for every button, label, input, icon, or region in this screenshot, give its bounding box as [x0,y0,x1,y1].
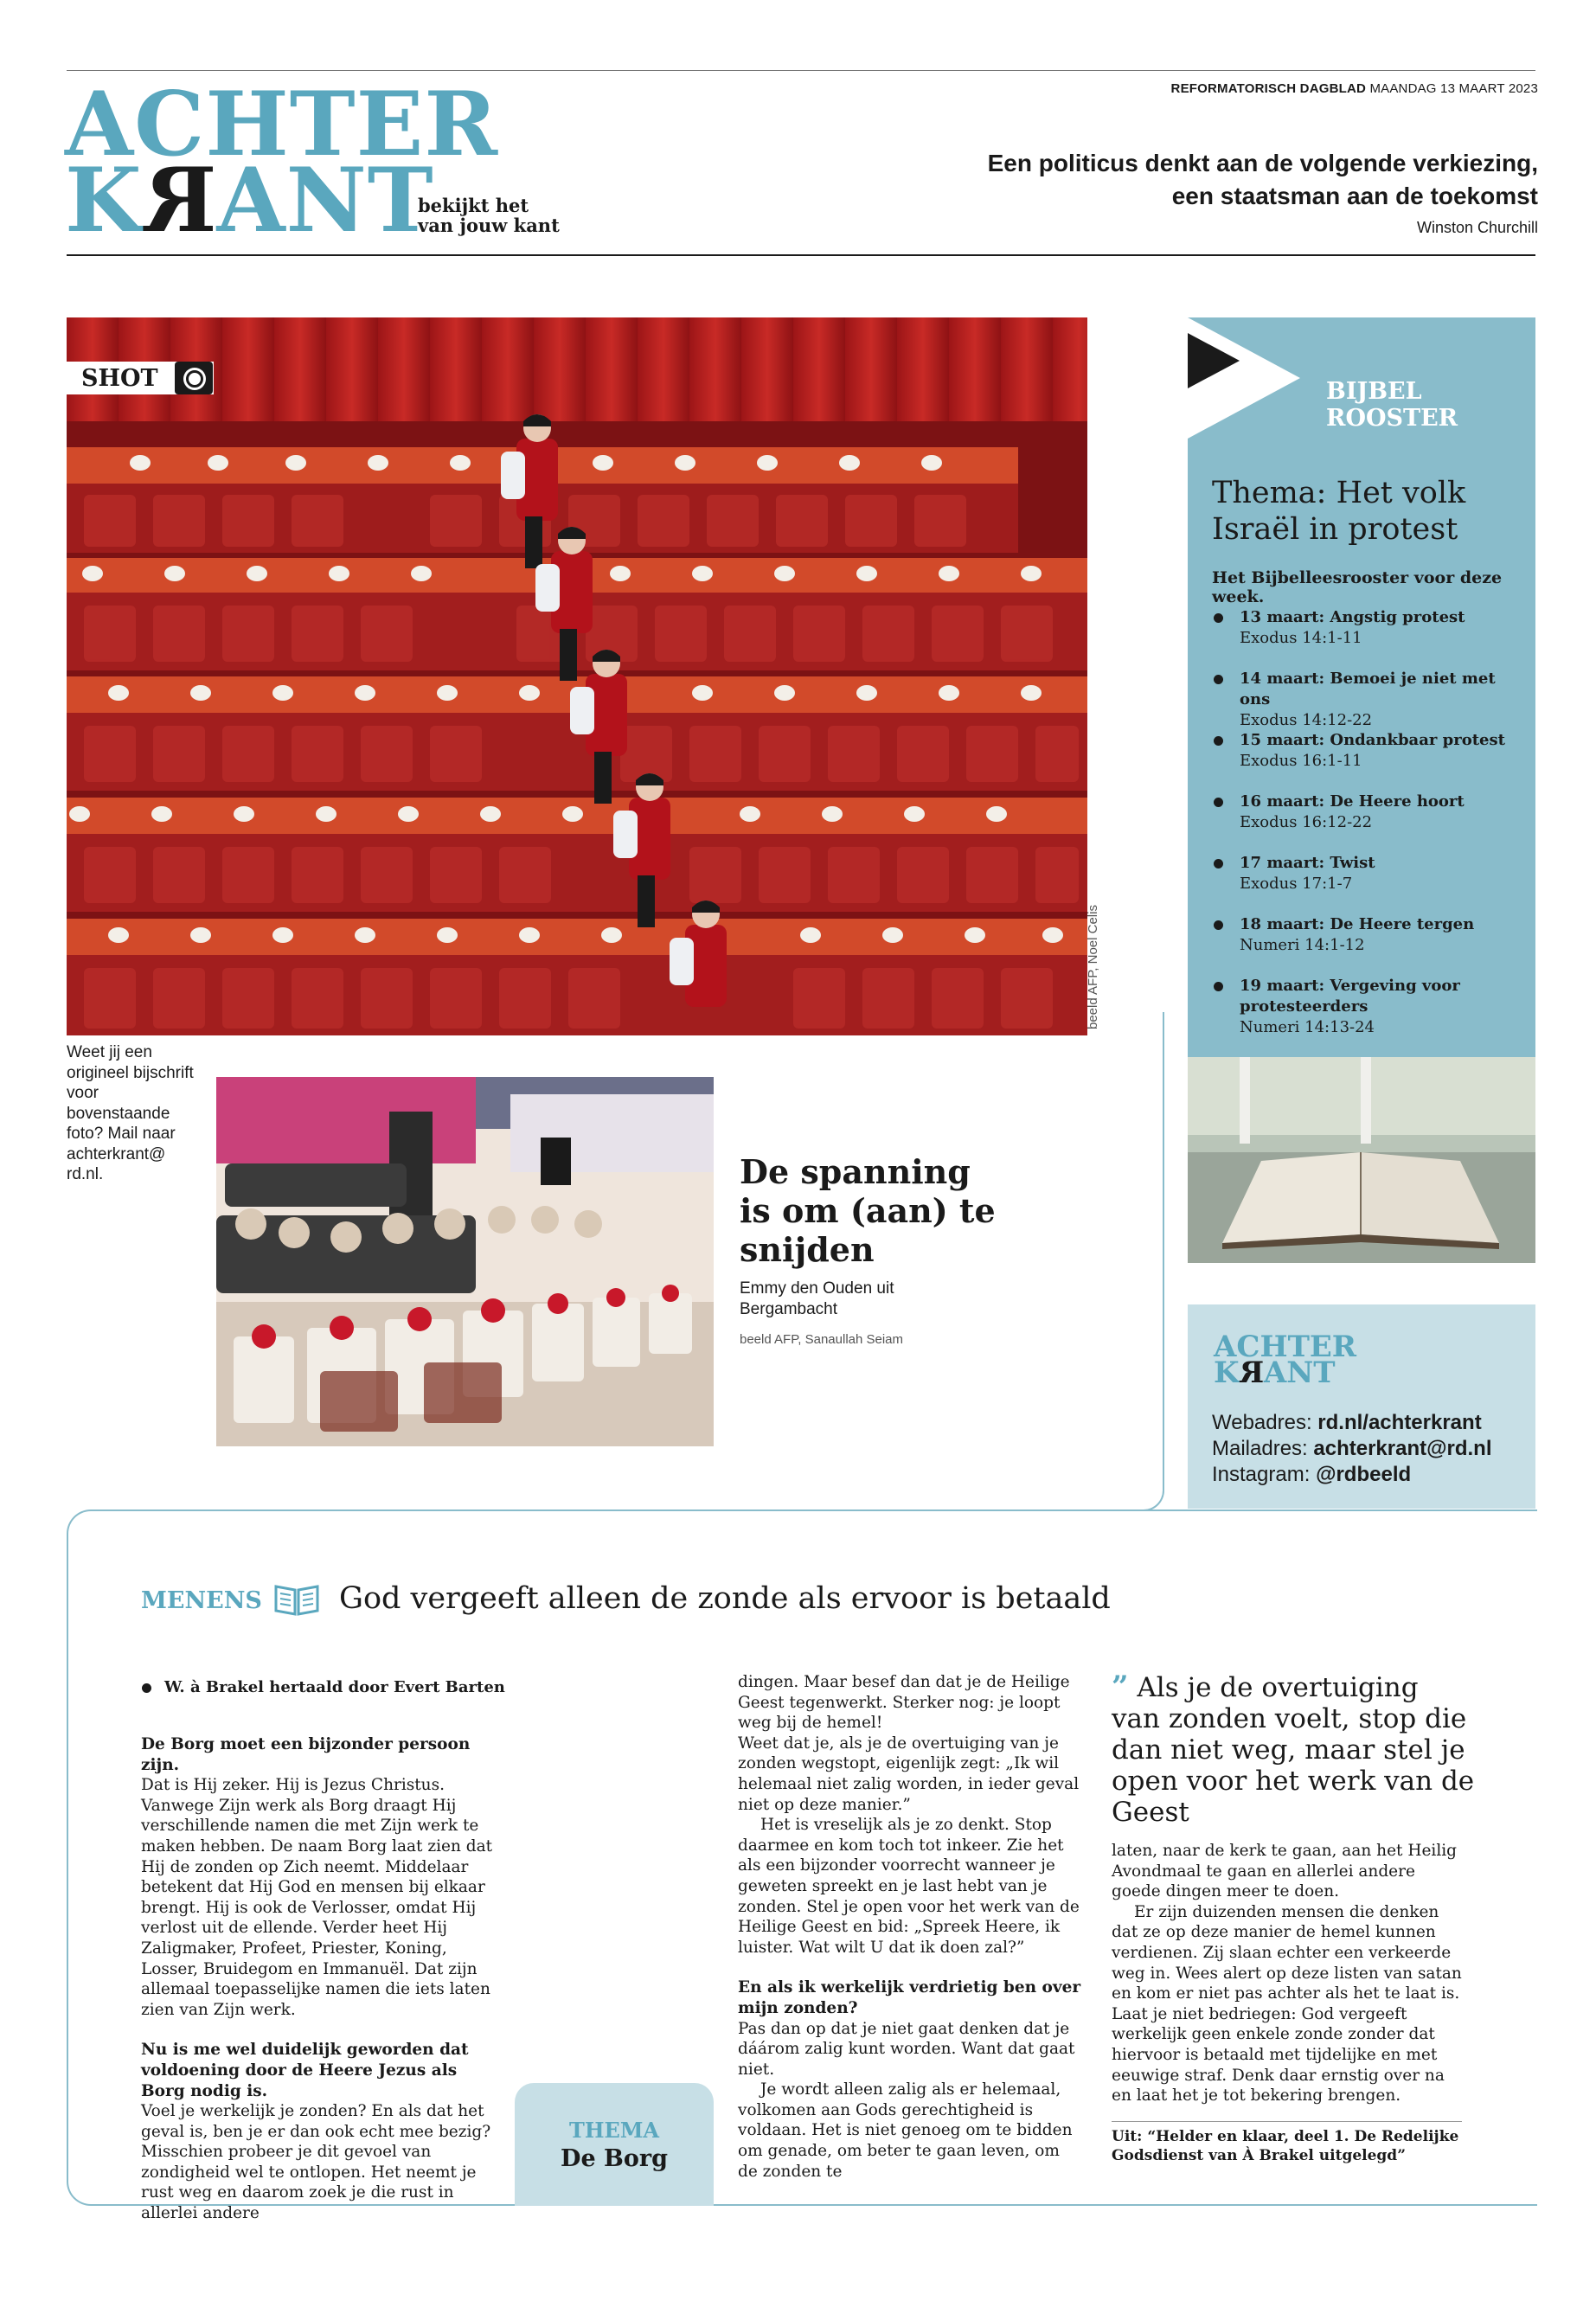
rooster-item-ref: Exodus 17:1-7 [1240,875,1353,893]
rooster-item-ref: Exodus 16:12-22 [1240,813,1373,831]
top-rule [67,70,1535,71]
cake-photo-illustration [216,1077,714,1446]
contact-logo-line-2 [1214,1356,1356,1390]
cake-photo [216,1077,714,1446]
photo-frame-corner [1092,1012,1164,1511]
rooster-item-title: 18 maart: De Heere tergen [1240,915,1475,933]
rooster-item [1240,792,1525,833]
rooster-item [1240,730,1525,772]
text-column-3 [1112,1841,1466,2106]
quote-mark-icon: ” [1112,1670,1129,1704]
rooster-item-title: 14 maart: Bemoei je niet met ons [1240,670,1496,708]
logo-line-achter: ACHTER [65,73,499,176]
rooster-item [1240,853,1525,894]
contact-logo-k: K [1214,1356,1240,1390]
body-paragraph: laten, naar de kerk te gaan, aan het Heilig Avondmaal te gaan en allerlei andere goede dingen meer te doen. [1112,1842,1458,1901]
rooster-item-title: 16 maart: De Heere hoort [1240,792,1465,811]
question-heading: De Borg moet een bijzonder persoon zijn. [141,1735,471,1774]
header-quote [846,147,1538,213]
source-note: Uit: “Helder en klaar, deel 1. De Redelijke Godsdienst van À Brakel uitgelegd” [1112,2121,1462,2165]
body-paragraph: Het is vreselijk als je zo denkt. Stop daarmee en kom toch tot inkeer. Zie het als een bijzonder voorrecht wanneer je geweten spreekt en je last hebt van je zonden. Stel je open voor het werk van de Heilige Geest en bid: „Spreek Heere, ik luister. Wat wilt U dat ik doen zal?” [738,1816,1080,1957]
body-paragraph: Pas dan op dat je niet gaat denken dat je dáárom zalig kunt worden. Want dat gaat niet. [738,2019,1075,2079]
quote-author: Winston Churchill [1416,219,1538,236]
body-paragraph: Je wordt alleen zalig als er helemaal, volkomen aan Gods gerechtigheid is voldaan. Het is niet genoeg om te bidden om genade, om beter te gaan leven, om de zonden te [738,2080,1073,2181]
rooster-item [1240,669,1525,731]
rooster-theme: Thema: Het volk Israël in protest [1212,476,1466,547]
text-column-2 [738,1672,1084,2182]
rooster-heading-line-2: ROOSTER [1326,405,1458,432]
rooster-item-ref: Exodus 14:12-22 [1240,711,1373,729]
thema-box [515,2083,714,2206]
header-bottom-rule [67,254,1535,256]
pull-quote [1112,1671,1475,1828]
quote-line-1: Een politicus denkt aan de volgende verkiezing, [987,150,1538,176]
open-bible-illustration [1188,1057,1535,1263]
main-photo [67,317,1087,1035]
play-triangle-icon [1188,317,1309,439]
tagline-line-1: bekijkt het [418,195,529,216]
tagline [418,195,560,235]
tagline-line-2: van jouw kant [418,215,560,236]
logo-line-krant [65,149,454,253]
open-bible-photo [1188,1057,1535,1263]
logo-letter-r: R [142,149,217,253]
rooster-heading [1326,378,1458,432]
question-heading: En als ik werkelijk verdrietig ben over mijn zonden? [738,1978,1081,2017]
contact-instagram-link[interactable]: @rdbeeld [1316,1463,1412,1486]
rooster-heading-line-1: BIJBEL [1326,378,1422,405]
paper-date: MAANDAG 13 MAART 2023 [1369,81,1538,96]
body-paragraph: Dat is Hij zeker. Hij is Jezus Christus. Vanwege Zijn werk als Borg draagt Hij verschillende namen die met Zijn werk te maken hebben. De naam Borg laat zien dat Hij de zonden op Zich neemt. Middelaar betekent dat Hij God en mensen bij elkaar brengt. Hij is ook de Verlosser, omdat Hij verlost uit de ellende. Verder heet Hij Zaligmaker, Profeet, Priester, Koning, Losser, Bruidegom en Immanuël. Dat zijn allemaal toepasselijke namen die iets laten zien van Zijn werk. [141,1776,493,2019]
rooster-item-ref: Numeri 14:13-24 [1240,1018,1375,1036]
article-title: De spanning is om (aan) te snijden [740,1152,996,1269]
menens-label: MENENS [141,1587,262,1614]
rooster-item-title: 15 maart: Ondankbaar protest [1240,731,1505,749]
menens-byline: W. à Brakel hertaald door Evert Barten [164,1678,505,1696]
contact-logo-r: R [1239,1356,1264,1390]
question-heading: Nu is me wel duidelijk geworden dat voldoening door de Heere Jezus als Borg nodig is. [141,2041,469,2100]
book-icon [274,1583,319,1616]
shot-caption: Weet jij een origineel bijschrift voor bovenstaande foto? Mail naar achterkrant@ rd.nl. [67,1043,194,1183]
contact-mail-label: Mailadres: [1212,1437,1308,1460]
paper-name: REFORMATORISCH DAGBLAD [1170,81,1367,96]
rooster-item-ref: Numeri 14:1-12 [1240,936,1365,954]
rooster-intro: Het Bijbelleesrooster voor deze week. [1212,568,1503,606]
logo-letters-ant: ANT [216,149,434,253]
bible-rooster-panel [1188,317,1535,1057]
contact-logo [1214,1330,1357,1390]
byline-bullet [142,1683,151,1693]
rooster-item-ref: Exodus 16:1-11 [1240,752,1362,770]
main-photo-credit: beeld AFP, Noel Celis [1086,905,1100,1029]
rooster-item [1240,914,1525,956]
camera-icon [175,362,213,394]
contact-instagram-label: Instagram: [1212,1463,1311,1486]
pull-quote-text: Als je de overtuiging van zonden voelt, stop die dan niet weg, maar stel je open voor het werk van de Geest [1112,1672,1475,1828]
logo-letter-k: K [65,149,143,253]
body-paragraph: dingen. Maar besef dan dat je de Heilige Geest tegenwerkt. Sterker nog: je loopt weg bij de hemel! [738,1673,1070,1733]
rooster-item [1240,976,1525,1038]
contact-details [1212,1410,1492,1488]
contact-logo-line-1: ACHTER [1214,1330,1357,1364]
contact-mail-link[interactable]: achterkrant@rd.nl [1313,1437,1492,1460]
article-photo-credit: beeld AFP, Sanaullah Seiam [740,1332,904,1347]
contact-web [1212,1410,1492,1436]
paper-date-line [1171,81,1538,96]
contact-web-link[interactable]: rd.nl/achterkrant [1317,1411,1482,1434]
body-paragraph: Voel je werkelijk je zonden? En als dat het geval is, ben je er dan ook echt mee bezig? Misschien probeer je dit gevoel van zondigheid wel te ontlopen. Het neemt je rust weg en daarom zoek je die rust in allerlei andere [141,2102,491,2223]
text-column-1 [141,1734,496,2224]
thema-label: THEMA [568,2118,659,2143]
contact-web-label: Webadres: [1212,1411,1312,1434]
rooster-item-title: 17 maart: Twist [1240,854,1375,872]
quote-line-2: een staatsman aan de toekomst [1171,183,1538,209]
rooster-item-title: 13 maart: Angstig protest [1240,608,1465,626]
article-author: Emmy den Ouden uit Bergambacht [740,1279,894,1318]
body-paragraph: Weet dat je, als je de overtuiging van je zonden wegstopt, eigenlijk zegt: „Ik wil helemaal niet zalig worden, in ieder geval niet op deze manier.” [738,1734,1080,1814]
body-paragraph: Er zijn duizenden mensen die denken dat ze op deze manier de hemel kunnen verdienen. Zij slaan echter een verkeerde weg in. Wees alert op deze listen van satan en kom er niet pas achter als het te laat is. Laat je niet bedriegen: God vergeeft werkelijk geen enkele zonde zonder dat hiervoor is betaald met tijdelijke en met eeuwige straf. Denk daar ernstig over na en laat het je tot bekering brengen. [1112,1902,1462,2106]
contact-logo-ant: ANT [1263,1356,1336,1390]
shot-label-text: SHOT [81,365,158,392]
contact-box [1188,1304,1535,1509]
menens-title: God vergeeft alleen de zonde als ervoor is betaald [339,1581,1111,1616]
hall-photo-illustration [67,317,1087,1035]
contact-instagram [1212,1462,1492,1488]
shot-label [67,362,214,394]
rooster-item-ref: Exodus 14:1-11 [1240,629,1362,647]
rooster-item-title: 19 maart: Vergeving voor protesteerders [1240,977,1460,1016]
thema-value: De Borg [561,2145,668,2172]
contact-mail [1212,1436,1492,1462]
rooster-item [1240,607,1525,649]
